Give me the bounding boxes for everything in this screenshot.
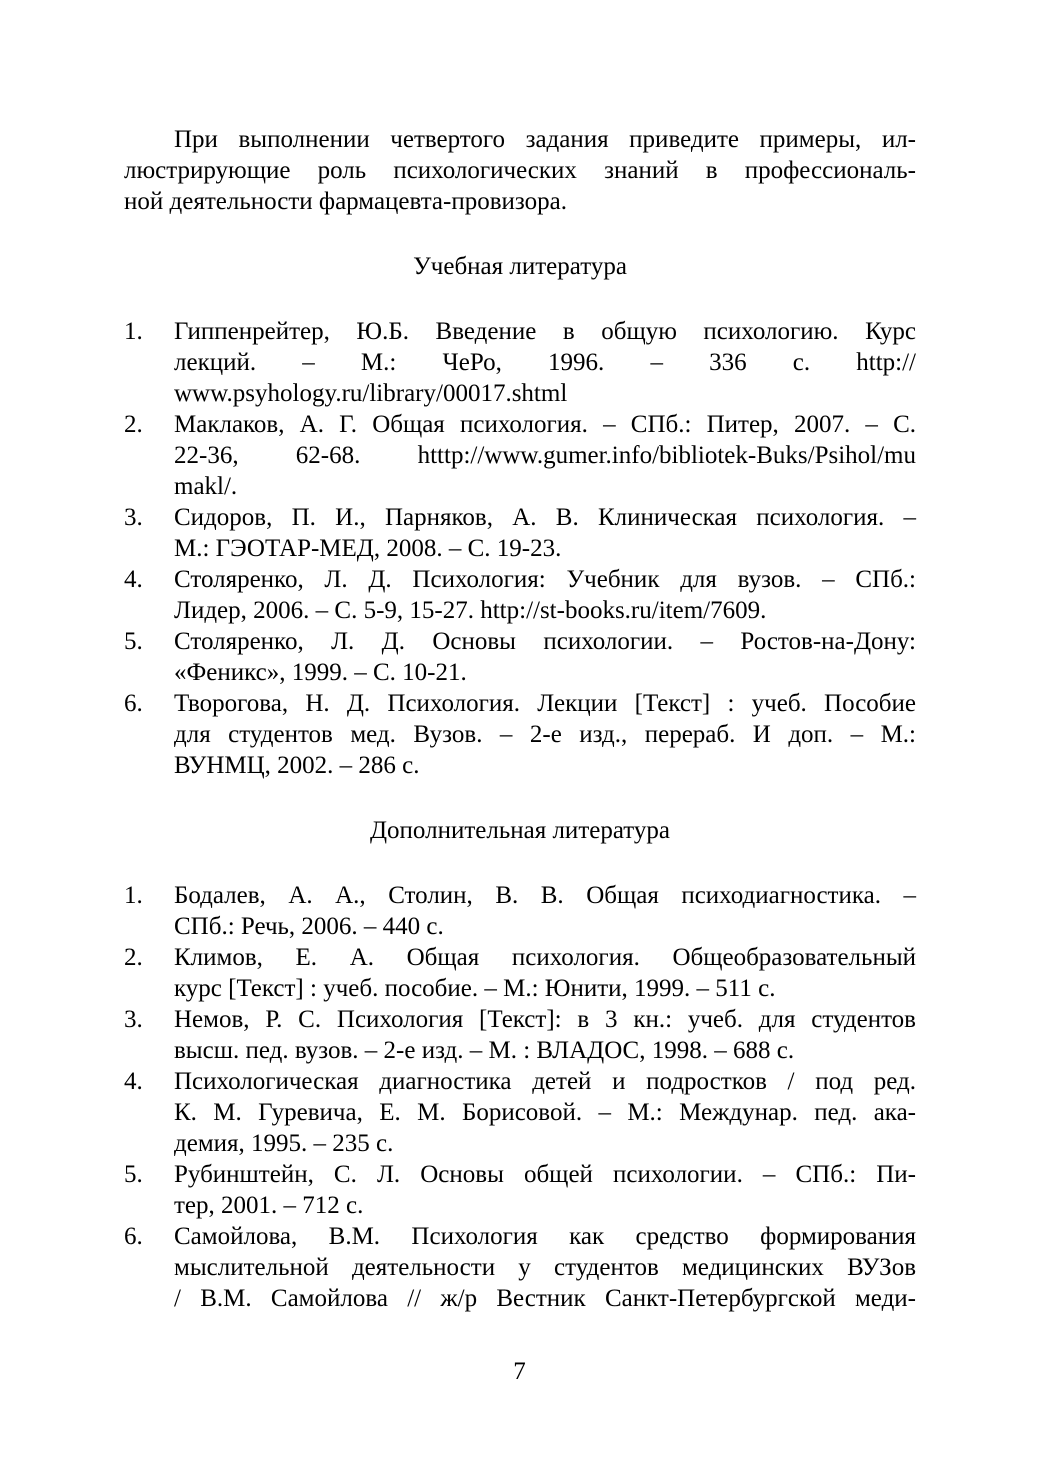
reference-number: 1.	[124, 318, 143, 345]
intro-paragraph	[124, 124, 916, 217]
text-line: курс [Текст] : учеб. пособие. – М.: Юнити, 1999. – 511 с.	[174, 975, 776, 1002]
text-line: «Феникс», 1999. – С. 10-21.	[174, 659, 467, 686]
reference-item	[124, 942, 916, 1004]
reference-item	[124, 1066, 916, 1159]
reference-number: 5.	[124, 1161, 143, 1188]
text-line: Рубинштейн, С. Л. Основы общей психологии. – СПб.: Пи-	[174, 1161, 916, 1188]
text-line: Гиппенрейтер, Ю.Б. Введение в общую психологию. Курс	[174, 318, 916, 345]
reference-item	[124, 409, 916, 502]
text-line: Маклаков, А. Г. Общая психология. – СПб.: Питер, 2007. – С.	[174, 411, 916, 438]
text-line: Немов, Р. С. Психология [Текст]: в 3 кн.: учеб. для студентов	[174, 1006, 916, 1033]
reference-number: 5.	[124, 628, 143, 655]
reference-item	[124, 1221, 916, 1314]
reference-list	[124, 880, 916, 1314]
reference-number: 2.	[124, 411, 143, 438]
reference-item	[124, 626, 916, 688]
page-number: 7	[513, 1358, 526, 1385]
reference-number: 3.	[124, 504, 143, 531]
reference-number: 3.	[124, 1006, 143, 1033]
text-line: Самойлова, В.М. Психология как средство формирования	[174, 1223, 916, 1250]
text-line: www.psyhology.ru/library/00017.shtml	[174, 380, 568, 407]
reference-number: 1.	[124, 882, 143, 909]
reference-item	[124, 316, 916, 409]
section-heading: Учебная литература	[413, 253, 627, 280]
reference-list	[124, 316, 916, 781]
reference-item	[124, 880, 916, 942]
page-content	[124, 124, 916, 1314]
reference-number: 4.	[124, 566, 143, 593]
reference-number: 6.	[124, 1223, 143, 1250]
text-line: При выполнении четвертого задания приведите примеры, ил-	[174, 126, 916, 153]
text-line: makl/.	[174, 473, 238, 500]
section-heading: Дополнительная литература	[370, 817, 670, 844]
text-line: ВУНМЦ, 2002. – 286 с.	[174, 752, 420, 779]
text-line: Творогова, Н. Д. Психология. Лекции [Текст] : учеб. Пособие	[174, 690, 916, 717]
text-line: Столяренко, Л. Д. Основы психологии. – Ростов-на-Дону:	[174, 628, 916, 655]
text-line: высш. пед. вузов. – 2-е изд. – М. : ВЛАДОС, 1998. – 688 с.	[174, 1037, 795, 1064]
text-line: мыслительной деятельности у студентов медицинских ВУЗов	[174, 1254, 916, 1281]
text-line: / В.М. Самойлова // ж/р Вестник Санкт-Петербургской меди-	[174, 1285, 916, 1312]
text-line: Столяренко, Л. Д. Психология: Учебник для вузов. – СПб.:	[174, 566, 916, 593]
text-line: демия, 1995. – 235 с.	[174, 1130, 394, 1157]
reference-item	[124, 502, 916, 564]
text-line: Климов, Е. А. Общая психология. Общеобразовательный	[174, 944, 916, 971]
text-line: 22-36, 62-68. htttp://www.gumer.info/bibliotek-Buks/Psihol/mu	[174, 442, 916, 469]
text-line: Сидоров, П. И., Парняков, А. В. Клиническая психология. –	[174, 504, 916, 531]
reference-item	[124, 1159, 916, 1221]
text-line: Бодалев, А. А., Столин, В. В. Общая психодиагностика. –	[174, 882, 916, 909]
reference-number: 6.	[124, 690, 143, 717]
text-line: для студентов мед. Вузов. – 2-е изд., перераб. И доп. – М.:	[174, 721, 916, 748]
text-line: Лидер, 2006. – С. 5-9, 15-27. http://st-books.ru/item/7609.	[174, 597, 767, 624]
text-line: К. М. Гуревича, Е. М. Борисовой. – М.: Междунар. пед. ака-	[174, 1099, 916, 1126]
text-line: СПб.: Речь, 2006. – 440 с.	[174, 913, 444, 940]
text-line: ной деятельности фармацевта-провизора.	[124, 188, 567, 215]
text-line: Психологическая диагностика детей и подростков / под ред.	[174, 1068, 916, 1095]
text-line: люстрирующие роль психологических знаний в профессиональ-	[124, 157, 916, 184]
reference-item	[124, 688, 916, 781]
reference-item	[124, 1004, 916, 1066]
text-line: лекций. – М.: ЧеРо, 1996. – 336 с. http://	[174, 349, 916, 376]
reference-item	[124, 564, 916, 626]
text-line: М.: ГЭОТАР-МЕД, 2008. – С. 19-23.	[174, 535, 562, 562]
text-line: тер, 2001. – 712 с.	[174, 1192, 364, 1219]
reference-number: 2.	[124, 944, 143, 971]
reference-number: 4.	[124, 1068, 143, 1095]
